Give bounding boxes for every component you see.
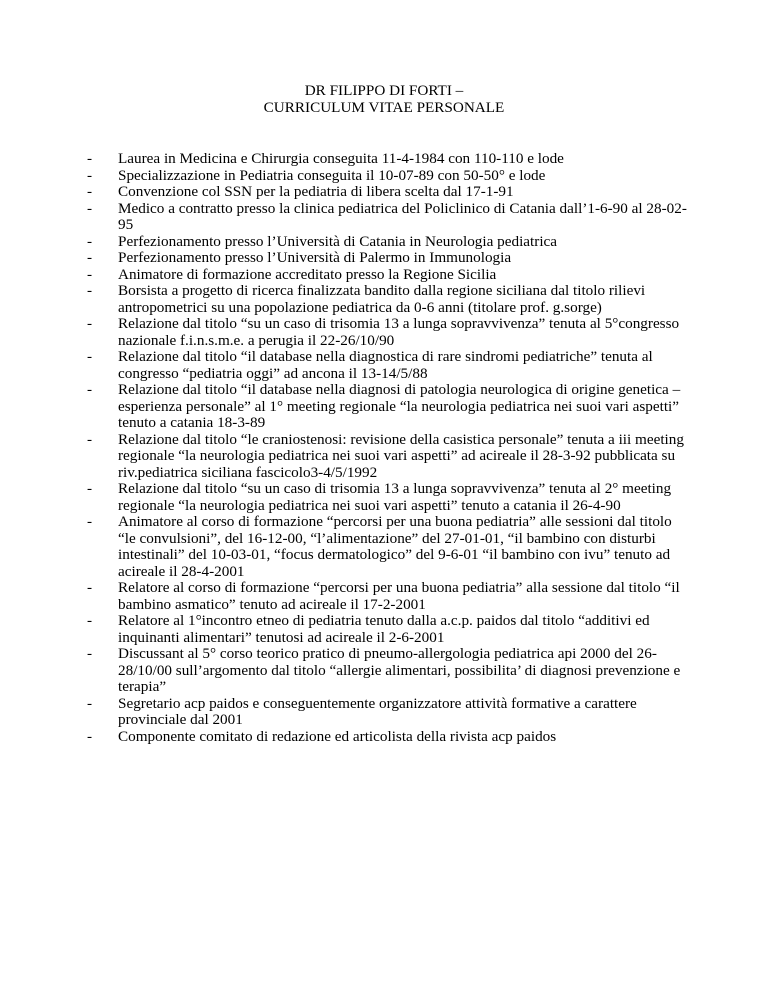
document-title	[0, 83, 768, 116]
cv-item-text: Specializzazione in Pediatria conseguita il 10-07-89 con 50-50° e lode	[118, 166, 546, 184]
cv-item	[87, 613, 687, 646]
cv-item	[87, 250, 687, 267]
bullet-dash: -	[87, 183, 93, 200]
cv-item	[87, 432, 687, 482]
cv-item-text: Convenzione col SSN per la pediatria di libera scelta dal 17-1-91	[118, 183, 514, 200]
cv-item-text: Animatore al corso di formazione “percorsi per una buona pediatria” alle sessioni dal titolo “le convulsioni”, del 16-12-00, “l’alimentazione” del 27-01-01, “il bambino con disturbi intestinali” del 10-03-01, “focus dermatologico” del 9-6-01 “il bambino con ivu” tenuto ad acireale il 28-4-2001	[118, 513, 672, 580]
cv-item	[87, 580, 687, 613]
cv-item-text: Relazione dal titolo “il database nella diagnostica di rare sindromi pediatriche” tenuta al congresso “pediatria oggi” ad ancona il 13-14/5/88	[118, 348, 653, 382]
cv-item-text: Relatore al 1°incontro etneo di pediatria tenuto dalla a.c.p. paidos dal titolo “additivi ed inquinanti alimentari” tenutosi ad acireale il 2-6-2001	[118, 612, 650, 646]
cv-item-text: Discussant al 5° corso teorico pratico di pneumo-allergologia pediatrica api 2000 del 26-28/10/00 sull’argomento dal titolo “allergie alimentari, possibilita’ di diagnosi prevenzione e terapia”	[118, 645, 681, 695]
title-subtitle-line: CURRICULUM VITAE PERSONALE	[263, 98, 505, 116]
cv-item-text: Segretario acp paidos e conseguentemente organizzatore attività formative a carattere provinciale dal 2001	[118, 694, 637, 728]
bullet-dash: -	[87, 381, 93, 398]
cv-item-text: Relazione dal titolo “su un caso di trisomia 13 a lunga sopravvivenza” tenuta al 2° meeting regionale “la neurologia pediatrica nei suoi vari aspetti” tenuto a catania il 26-4-90	[118, 480, 672, 514]
cv-item-text: Relazione dal titolo “le craniostenosi: revisione della casistica personale” tenuta a iii meeting regionale “la neurologia pediatrica nei suoi vari aspetti” ad acireale il 28-3-92 pubblicata su riv.pediatrica siciliana fascicolo3-4/5/1992	[118, 430, 684, 481]
bullet-dash: -	[87, 282, 93, 299]
bullet-dash: -	[87, 348, 93, 365]
bullet-dash: -	[87, 727, 93, 745]
cv-item	[87, 481, 687, 514]
cv-item-text: Relatore al corso di formazione “percorsi per una buona pediatria” alla sessione dal titolo “il bambino asmatico” tenuto ad acireale il 17-2-2001	[118, 579, 680, 613]
cv-item	[87, 729, 687, 746]
cv-item	[87, 151, 687, 168]
bullet-dash: -	[87, 232, 93, 250]
cv-item	[87, 234, 687, 251]
cv-item	[87, 316, 687, 349]
cv-item	[87, 646, 687, 696]
bullet-dash: -	[87, 150, 93, 167]
cv-item	[87, 514, 687, 580]
bullet-dash: -	[87, 645, 93, 662]
cv-item-text: Relazione dal titolo “il database nella diagnosi di patologia neurologica di origine genetica – esperienza personale” al 1° meeting regionale “la neurologia pediatrica nei suoi vari aspetti” tenuto a catania 18-3-89	[118, 381, 681, 431]
cv-item-text: Animatore di formazione accreditato presso la Regione Sicilia	[118, 265, 497, 283]
bullet-dash: -	[87, 579, 93, 596]
bullet-dash: -	[87, 249, 93, 266]
cv-item-text: Relazione dal titolo “su un caso di trisomia 13 a lunga sopravvivenza” tenuta al 5°congresso nazionale f.i.n.s.m.e. a perugia il 22-26/10/90	[118, 315, 680, 349]
bullet-dash: -	[87, 166, 93, 184]
cv-item-text: Componente comitato di redazione ed articolista della rivista acp paidos	[118, 727, 557, 745]
cv-item	[87, 184, 687, 201]
cv-item-text: Laurea in Medicina e Chirurgia conseguita 11-4-1984 con 110-110 e lode	[118, 150, 564, 167]
cv-item-text: Borsista a progetto di ricerca finalizzata bandito dalla regione siciliana dal titolo rilievi antropometrici su una popolazione pediatrica da 0-6 anni (titolare prof. g.sorge)	[118, 282, 646, 316]
bullet-dash: -	[87, 694, 93, 712]
cv-item-text: Perfezionamento presso l’Università di Palermo in Immunologia	[118, 249, 512, 266]
cv-item	[87, 382, 687, 432]
cv-item	[87, 267, 687, 284]
bullet-dash: -	[87, 513, 93, 530]
bullet-dash: -	[87, 430, 93, 448]
cv-item-text: Perfezionamento presso l’Università di Catania in Neurologia pediatrica	[118, 232, 558, 250]
title-name-line: DR FILIPPO DI FORTI –	[304, 82, 464, 99]
cv-item	[87, 349, 687, 382]
cv-item-list	[87, 151, 687, 745]
bullet-dash: -	[87, 265, 93, 283]
bullet-dash: -	[87, 480, 93, 497]
cv-item	[87, 168, 687, 185]
bullet-dash: -	[87, 612, 93, 629]
cv-item-text: Medico a contratto presso la clinica pediatrica del Policlinico di Catania dall’1-6-90 al 28-02-95	[118, 199, 687, 233]
cv-item	[87, 696, 687, 729]
bullet-dash: -	[87, 315, 93, 332]
cv-item	[87, 283, 687, 316]
bullet-dash: -	[87, 199, 93, 217]
cv-item	[87, 201, 687, 234]
